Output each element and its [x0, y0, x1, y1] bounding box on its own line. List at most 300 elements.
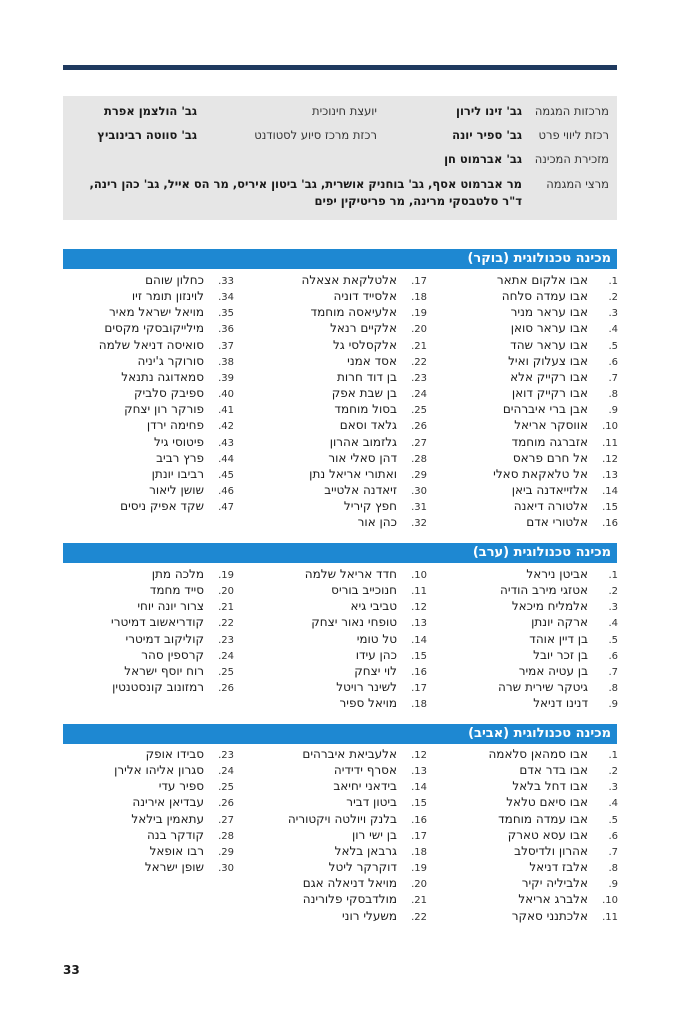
- student-name: שופן ישראל: [144, 860, 204, 875]
- item-number: 8.: [608, 683, 618, 695]
- list-item: [132, 794, 234, 810]
- item-number: 25.: [411, 405, 427, 417]
- item-number: 17.: [411, 276, 427, 287]
- student-name: קודריאשוב דמיטרי: [111, 615, 204, 630]
- item-number: 3.: [608, 308, 618, 320]
- student-name: עבדיאן אירינה: [132, 795, 204, 810]
- item-number: 25.: [218, 666, 234, 678]
- student-name: סייד מחמד: [149, 583, 204, 598]
- item-number: 2.: [608, 292, 618, 304]
- student-name: בן ישי רון: [351, 827, 397, 842]
- item-number: 4.: [608, 798, 618, 810]
- item-number: 18.: [411, 699, 427, 711]
- list-item: [514, 417, 618, 433]
- item-number: 3.: [608, 602, 618, 614]
- list-item: [511, 320, 618, 336]
- student-name: רמזונוב קונסטנטין: [112, 680, 204, 695]
- item-number: 41.: [218, 405, 234, 417]
- item-number: 13.: [411, 618, 427, 630]
- item-number: 22.: [411, 356, 427, 368]
- list-item: [356, 647, 427, 663]
- staff-title: מזכירת המכינה: [534, 152, 609, 166]
- list-item: [154, 434, 234, 450]
- student-name: אבו עראר שהד: [510, 337, 588, 352]
- item-number: 36.: [218, 324, 234, 336]
- student-name: מויאל ספיר: [339, 696, 397, 711]
- list-item: [120, 498, 234, 514]
- student-name: אלברג אריאל: [518, 892, 588, 907]
- list-item: [329, 859, 427, 875]
- item-number: 16.: [411, 666, 427, 678]
- student-name: פורקר רון יצחק: [124, 402, 204, 417]
- list-item: [493, 466, 618, 482]
- list-item: [497, 272, 618, 288]
- student-name: מויאל דניאלה אגם: [302, 876, 397, 891]
- item-number: 17.: [411, 683, 427, 695]
- list-item: [104, 320, 234, 336]
- student-name: אבו סמהאן סלאמה: [488, 747, 588, 761]
- student-name: צרור יונה יוחי: [137, 599, 204, 614]
- list-item: [147, 827, 234, 843]
- item-number: 39.: [218, 372, 234, 384]
- staff-row: [63, 173, 617, 217]
- item-number: 30.: [411, 485, 427, 497]
- staff-name-secondary: גב' הולצמן אפרת: [104, 104, 197, 118]
- item-number: 6.: [608, 830, 618, 842]
- list-item: [510, 337, 618, 353]
- student-name: משעלי רוני: [341, 908, 397, 923]
- list-item: [150, 843, 234, 859]
- list-item: [109, 304, 234, 320]
- list-item: [357, 631, 427, 647]
- list-item: [305, 566, 427, 582]
- student-name: סגרון אליהו אלירן: [114, 763, 204, 778]
- student-name: רוח יוסף ישראל: [124, 663, 204, 678]
- list-item: [152, 566, 234, 582]
- student-name: כחלון שוהם: [145, 273, 204, 287]
- student-name: אלעיאסה מוחמד: [310, 305, 397, 320]
- section-title: מכינה טכנולוגית (בוקר): [467, 251, 611, 266]
- student-name: אבו סיאם טלאל: [506, 795, 588, 810]
- item-number: 23.: [218, 750, 234, 761]
- student-name: קרספין סהר: [141, 647, 204, 662]
- list-item: [330, 434, 427, 450]
- student-name: אבו דחל בלאל: [512, 779, 588, 794]
- list-item: [311, 614, 427, 630]
- list-item: [522, 875, 618, 891]
- list-item: [500, 582, 618, 598]
- list-item: [324, 482, 427, 498]
- item-number: 28.: [218, 830, 234, 842]
- student-name: אבו רקייק דואן: [511, 386, 588, 401]
- student-name: אלקסלסי גל: [332, 337, 397, 352]
- list-item: [512, 385, 618, 401]
- list-item: [508, 827, 618, 843]
- student-name: אבו בדר אדם: [519, 763, 588, 778]
- item-number: 35.: [218, 308, 234, 320]
- item-number: 40.: [218, 389, 234, 401]
- list-item: [333, 778, 427, 794]
- list-item: [342, 908, 427, 924]
- list-item: [512, 908, 618, 924]
- item-number: 20.: [411, 324, 427, 336]
- student-name: אלטורי אדם: [526, 515, 588, 530]
- student-name: סואיסה דניאל שלמה: [98, 337, 204, 352]
- list-item: [336, 679, 427, 695]
- student-name: לשינר רויטל: [336, 680, 397, 695]
- student-name: אלביליה יקיר: [521, 876, 588, 891]
- item-number: 24.: [218, 766, 234, 778]
- item-number: 12.: [411, 602, 427, 614]
- list-item: [141, 647, 234, 663]
- student-name: רבו אופאל: [149, 843, 204, 858]
- list-item: [111, 614, 234, 630]
- item-number: 26.: [411, 421, 427, 433]
- list-item: [328, 450, 427, 466]
- item-number: 25.: [218, 782, 234, 794]
- list-item: [156, 450, 234, 466]
- item-number: 29.: [411, 469, 427, 481]
- list-item: [526, 566, 618, 582]
- student-name: בן דיין אוהד: [529, 631, 588, 646]
- item-number: 15.: [602, 502, 618, 514]
- item-number: 1.: [608, 750, 618, 761]
- list-item: [514, 843, 618, 859]
- list-item: [147, 417, 234, 433]
- student-name: קוליקוב דמיטרי: [125, 631, 204, 646]
- list-item: [159, 778, 234, 794]
- list-item: [533, 695, 618, 711]
- student-name: אלבז דניאל: [529, 860, 588, 875]
- item-number: 10.: [602, 895, 618, 907]
- item-number: 10.: [602, 421, 618, 433]
- staff-lecturers: מר אברמוט אסף, גב' בוחניק אושרית, גב' ביטון איריס, מר הס אייל, גב' כהן רינה, ד"ר סלטבסקי מרינה, מר פריטיקין יפים: [89, 177, 522, 208]
- list-item: [518, 891, 618, 907]
- list-item: [351, 598, 428, 614]
- list-item: [488, 746, 618, 762]
- student-name: אבו עראר מניר: [510, 305, 588, 320]
- list-item: [513, 450, 618, 466]
- staff-name: גב' אברמוט חן: [444, 152, 522, 166]
- student-name: מלכה מתן: [151, 567, 204, 581]
- item-number: 2.: [608, 766, 618, 778]
- list-item: [512, 598, 618, 614]
- item-number: 4.: [608, 618, 618, 630]
- section-header-morning: [63, 249, 617, 269]
- list-item: [303, 875, 427, 891]
- item-number: 13.: [602, 469, 618, 481]
- list-item: [330, 320, 427, 336]
- list-item: [114, 762, 234, 778]
- list-item: [132, 288, 234, 304]
- item-number: 22.: [411, 911, 427, 923]
- list-item: [506, 794, 618, 810]
- staff-name: גב' ספיר יונה: [452, 128, 522, 142]
- list-item: [145, 272, 234, 288]
- student-name: גיטקר שירית שרה: [498, 680, 588, 695]
- student-name: אל טלאקאת סאלי: [493, 466, 588, 481]
- list-item: [309, 466, 427, 482]
- student-name: כהן עידו: [355, 647, 397, 662]
- staff-title: מרכזות המגמה: [534, 104, 609, 118]
- student-name: אבו צעלוק ואיל: [508, 353, 588, 368]
- student-name: אלטורה דיאנה: [513, 499, 588, 514]
- section-title: מכינה טכנולוגית (ערב): [472, 545, 611, 560]
- section-title: מכינה טכנולוגית (אביב): [468, 726, 611, 741]
- list-item: [519, 663, 618, 679]
- list-item: [311, 304, 427, 320]
- list-item: [334, 401, 427, 417]
- list-item: [340, 695, 428, 711]
- list-item: [145, 859, 234, 875]
- student-name: בן זכר יובל: [533, 647, 588, 662]
- item-number: 18.: [411, 292, 427, 304]
- staff-role: יועצת חינוכית: [312, 104, 377, 118]
- list-item: [512, 778, 618, 794]
- student-name: חדד אריאל שלמה: [304, 567, 397, 581]
- list-item: [512, 434, 618, 450]
- staff-row: [63, 100, 617, 124]
- student-name: אבו עמדה מוחמד: [498, 811, 588, 826]
- item-number: 19.: [218, 570, 234, 581]
- item-number: 45.: [218, 469, 234, 481]
- student-name: חפץ קיריל: [343, 499, 397, 514]
- list-item: [334, 762, 427, 778]
- item-number: 16.: [411, 814, 427, 826]
- item-number: 24.: [218, 650, 234, 662]
- student-name: ארקה יונתן: [531, 615, 588, 630]
- student-name: אהרון ולדיסלב: [514, 843, 588, 858]
- item-number: 15.: [411, 650, 427, 662]
- list-item: [131, 811, 234, 827]
- list-item: [514, 498, 618, 514]
- list-item: [335, 843, 427, 859]
- list-item: [533, 647, 618, 663]
- list-item: [333, 288, 427, 304]
- staff-title: רכזת ליווי פרט: [538, 128, 609, 142]
- item-number: 38.: [218, 356, 234, 368]
- student-name: אבן ברי איברהים: [502, 402, 588, 417]
- item-number: 23.: [411, 372, 427, 384]
- item-number: 34.: [218, 292, 234, 304]
- list-item: [511, 304, 618, 320]
- list-item: [152, 466, 234, 482]
- item-number: 13.: [411, 766, 427, 778]
- section-header-spring: [63, 724, 617, 744]
- item-number: 9.: [608, 405, 618, 417]
- student-name: ספיבק סלביק: [134, 386, 204, 401]
- item-number: 15.: [411, 798, 427, 810]
- item-number: 8.: [608, 389, 618, 401]
- staff-row: [63, 124, 617, 148]
- list-item: [302, 746, 427, 762]
- list-item: [138, 353, 234, 369]
- list-item: [134, 385, 234, 401]
- item-number: 20.: [411, 879, 427, 891]
- list-item: [498, 811, 618, 827]
- student-name: כהן אור: [357, 515, 397, 530]
- list-item: [331, 582, 427, 598]
- student-name: טביבי גיא: [350, 599, 397, 614]
- student-name: דוקרקר ליטל: [328, 860, 397, 875]
- list-item: [510, 369, 618, 385]
- item-number: 33.: [218, 276, 234, 287]
- item-number: 8.: [608, 863, 618, 875]
- item-number: 3.: [608, 782, 618, 794]
- list-item: [346, 794, 427, 810]
- student-name: שקד אפיק ניסים: [120, 499, 204, 514]
- student-name: טל טומי: [356, 631, 397, 646]
- staff-role: רכזת מרכז סיוע לסטודנט: [254, 128, 377, 142]
- item-number: 27.: [218, 814, 234, 826]
- item-number: 31.: [411, 502, 427, 514]
- top-rule: [63, 65, 617, 70]
- item-number: 14.: [602, 485, 618, 497]
- student-name: אווסקר אריאל: [514, 418, 588, 433]
- student-name: אלמליח מיכאל: [511, 599, 588, 614]
- item-number: 42.: [218, 421, 234, 433]
- list-item: [124, 663, 234, 679]
- student-name: בלנק ויולטה ויקטוריה: [287, 811, 397, 826]
- list-item: [146, 746, 234, 762]
- item-number: 28.: [411, 453, 427, 465]
- item-number: 16.: [602, 518, 618, 530]
- staff-name-secondary: גב' סווטה רבינוביץ: [97, 128, 197, 142]
- list-item: [352, 827, 427, 843]
- student-name: רביבו יונתן: [151, 466, 204, 481]
- item-number: 20.: [218, 586, 234, 598]
- list-item: [529, 631, 618, 647]
- student-name: אבו עסא טארק: [507, 827, 588, 842]
- list-item: [112, 679, 234, 695]
- item-number: 6.: [608, 650, 618, 662]
- list-item: [149, 482, 234, 498]
- item-number: 30.: [218, 863, 234, 875]
- item-number: 24.: [411, 389, 427, 401]
- student-name: סורוקר ג'יניה: [137, 353, 204, 368]
- item-number: 5.: [608, 814, 618, 826]
- list-item: [512, 482, 618, 498]
- item-number: 7.: [608, 372, 618, 384]
- list-item: [531, 614, 618, 630]
- student-name: מילייקובסקי מקסים: [104, 321, 204, 336]
- list-item: [301, 272, 427, 288]
- item-number: 43.: [218, 437, 234, 449]
- item-number: 44.: [218, 453, 234, 465]
- section-header-evening: [63, 543, 617, 563]
- list-item: [150, 582, 234, 598]
- item-number: 27.: [411, 437, 427, 449]
- student-name: אלסייד דוניה: [333, 289, 397, 304]
- student-name: בן שבת אפק: [331, 386, 397, 401]
- item-number: 14.: [411, 782, 427, 794]
- student-name: פיטוסי גיל: [154, 434, 204, 449]
- item-number: 37.: [218, 340, 234, 352]
- list-item: [519, 762, 618, 778]
- item-number: 26.: [218, 798, 234, 810]
- item-number: 5.: [608, 634, 618, 646]
- student-name: אלקיים רנאל: [330, 321, 397, 336]
- student-name: פרץ רביב: [156, 450, 204, 465]
- student-name: גלאד וסאם: [339, 418, 397, 433]
- item-number: 46.: [218, 485, 234, 497]
- list-item: [126, 631, 234, 647]
- item-number: 47.: [218, 502, 234, 514]
- list-item: [526, 514, 618, 530]
- student-name: בסול מוחמד: [334, 402, 397, 417]
- list-item: [358, 514, 427, 530]
- student-name: חנוכייב בוריס: [331, 583, 397, 598]
- list-item: [503, 401, 618, 417]
- item-number: 29.: [218, 846, 234, 858]
- list-item: [498, 679, 618, 695]
- student-name: גלזמוב אהרון: [329, 434, 397, 449]
- student-name: אסרף ידידיה: [333, 763, 397, 778]
- student-name: ספיר עדי: [158, 779, 204, 794]
- item-number: 12.: [602, 453, 618, 465]
- item-number: 11.: [602, 437, 618, 449]
- student-name: דהן סאלי אור: [328, 450, 397, 465]
- list-item: [347, 353, 427, 369]
- student-name: מויאל ישראל מאיר: [108, 305, 204, 320]
- staff-box: [63, 96, 617, 220]
- item-number: 1.: [608, 570, 618, 581]
- list-item: [344, 498, 427, 514]
- item-number: 9.: [608, 879, 618, 891]
- list-item: [121, 369, 234, 385]
- student-name: אבו אלקום אתאר: [496, 273, 588, 287]
- student-name: אטזגי מירב הודיה: [500, 583, 588, 598]
- student-name: אלעביאת איברהים: [302, 747, 397, 761]
- student-name: קודקר בנה: [146, 827, 204, 842]
- item-number: 4.: [608, 324, 618, 336]
- list-item: [99, 337, 234, 353]
- list-item: [137, 598, 234, 614]
- item-number: 26.: [218, 683, 234, 695]
- student-name: סבידו אופק: [145, 747, 204, 761]
- item-number: 17.: [411, 830, 427, 842]
- list-item: [303, 891, 427, 907]
- list-item: [340, 417, 427, 433]
- list-item: [288, 811, 427, 827]
- student-name: דנינו דניאל: [533, 696, 588, 711]
- student-name: אל חרם פראס: [512, 450, 588, 465]
- student-name: בידאני יחיאב: [333, 779, 397, 794]
- page-number: 33: [63, 963, 80, 977]
- student-name: שושן ליאור: [149, 482, 204, 497]
- item-number: 21.: [411, 895, 427, 907]
- item-number: 9.: [608, 699, 618, 711]
- item-number: 14.: [411, 634, 427, 646]
- item-number: 10.: [411, 570, 427, 581]
- student-name: סמאדוגה נתנאל: [121, 369, 204, 384]
- item-number: 11.: [602, 911, 618, 923]
- student-name: אלטלקאת אצאלה: [301, 273, 397, 287]
- student-name: אביטן ניראל: [526, 567, 588, 581]
- student-name: אזברגה מוחמד: [511, 434, 588, 449]
- student-name: לוינזון תומר זיו: [131, 289, 204, 304]
- item-number: 6.: [608, 356, 618, 368]
- item-number: 19.: [411, 863, 427, 875]
- item-number: 7.: [608, 846, 618, 858]
- staff-name: גב' זינו לירון: [456, 104, 522, 118]
- list-item: [333, 337, 427, 353]
- item-number: 32.: [411, 518, 427, 530]
- student-name: לוי יצחק: [354, 663, 397, 678]
- student-name: אבו עראר סואן: [510, 321, 588, 336]
- item-number: 23.: [218, 634, 234, 646]
- student-name: אלכתנני סאקר: [511, 908, 588, 923]
